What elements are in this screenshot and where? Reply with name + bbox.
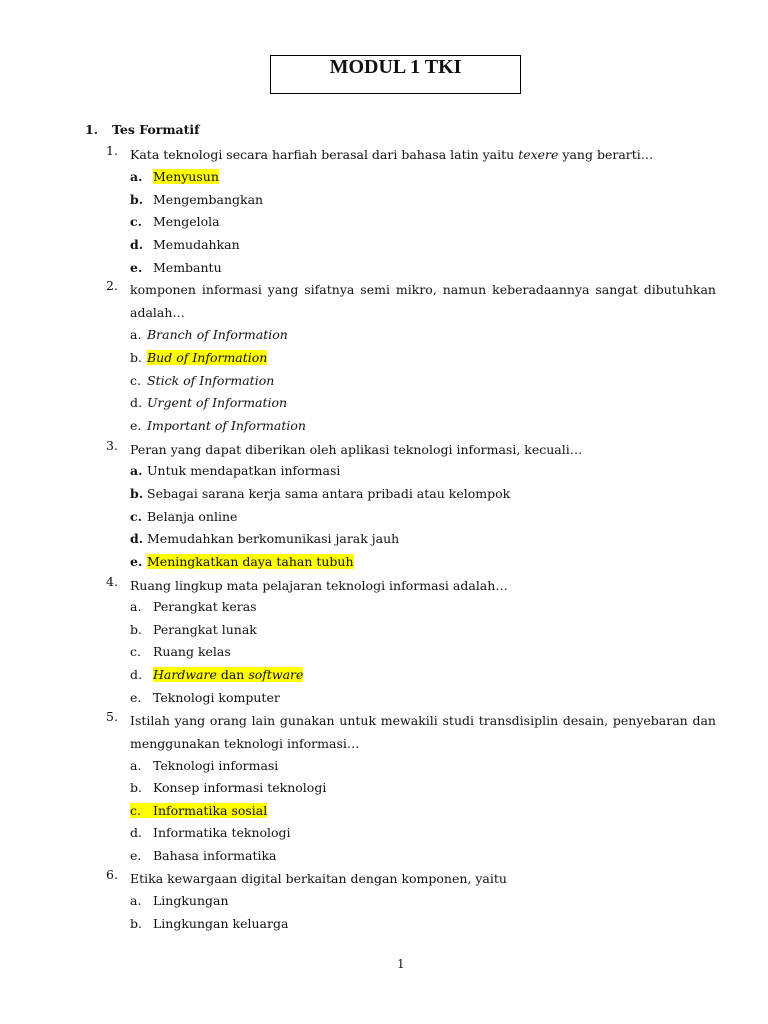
question-text-line1: Istilah yang orang lain gunakan untuk mewakili studi transdisiplin desain, penyebaran dan: [130, 713, 716, 728]
option-2c: c. Stick of Information: [130, 373, 275, 388]
question-3: [106, 438, 716, 461]
question-text-line1: komponen informasi yang sifatnya semi mikro, namun keberadaannya sangat dibutuhkan: [130, 282, 716, 297]
option-2d: d. Urgent of Information: [130, 395, 288, 410]
section-heading: [85, 122, 200, 137]
question-text: Ruang lingkup mata pelajaran teknologi informasi adalah…: [130, 578, 508, 593]
title-box: [270, 55, 521, 94]
question-number: 2.: [106, 278, 118, 293]
option-4b: b. Perangkat lunak: [130, 622, 257, 637]
option-5d: d. Informatika teknologi: [130, 825, 291, 840]
question-text: Peran yang dapat diberikan oleh aplikasi teknologi informasi, kecuali…: [130, 442, 583, 457]
option-5a: a. Teknologi informasi: [130, 758, 279, 773]
option-3a: a. Untuk mendapatkan informasi: [130, 463, 341, 478]
question-1: [106, 143, 716, 166]
option-4d: d. Hardware dan software: [130, 667, 304, 682]
option-1e: e. Membantu: [130, 260, 222, 275]
section-number: 1.: [85, 122, 99, 137]
option-3c: c. Belanja online: [130, 509, 238, 524]
option-2e: e. Important of Information: [130, 418, 306, 433]
option-1b: b. Mengembangkan: [130, 192, 264, 207]
question-2: [106, 278, 716, 324]
question-number: 6.: [106, 867, 118, 882]
question-text: Kata teknologi secara harfiah berasal dari bahasa latin yaitu texere yang berarti…: [130, 147, 654, 162]
question-text-line2: menggunakan teknologi informasi…: [130, 736, 360, 751]
option-6a: a. Lingkungan: [130, 893, 229, 908]
question-5: [106, 709, 716, 755]
option-4e: e. Teknologi komputer: [130, 690, 280, 705]
option-3b: b. Sebagai sarana kerja sama antara pribadi atau kelompok: [130, 486, 511, 501]
answer-highlight: c. Informatika sosial: [130, 803, 268, 818]
answer-highlight: Meningkatkan daya tahan tubuh: [147, 554, 354, 569]
section-title: Tes Formatif: [112, 122, 200, 137]
option-5e: e. Bahasa informatika: [130, 848, 277, 863]
question-number: 4.: [106, 574, 118, 589]
option-1c: c. Mengelola: [130, 214, 220, 229]
option-4c: c. Ruang kelas: [130, 644, 231, 659]
option-3e: e. Meningkatkan daya tahan tubuh: [130, 554, 354, 569]
option-2a: a. Branch of Information: [130, 327, 288, 342]
page-number: 1: [397, 957, 405, 971]
question-number: 1.: [106, 143, 118, 158]
answer-highlight: Bud of Information: [147, 350, 268, 365]
question-4: [106, 574, 716, 597]
question-number: 3.: [106, 438, 118, 453]
question-number: 5.: [106, 709, 118, 724]
option-5b: b. Konsep informasi teknologi: [130, 780, 327, 795]
option-5c: [130, 802, 267, 820]
option-3d: d. Memudahkan berkomunikasi jarak jauh: [130, 531, 400, 546]
page-title: MODUL 1 TKI: [329, 56, 462, 78]
option-1d: d. Memudahkan: [130, 237, 240, 252]
option-6b: b. Lingkungan keluarga: [130, 916, 289, 931]
option-4a: a. Perangkat keras: [130, 599, 257, 614]
answer-highlight: Menyusun: [153, 169, 219, 184]
question-text: Etika kewargaan digital berkaitan dengan komponen, yaitu: [130, 871, 507, 886]
option-1a: a. Menyusun: [130, 169, 219, 184]
option-2b: b. Bud of Information: [130, 350, 268, 365]
question-6: [106, 867, 716, 890]
question-text-line2: adalah…: [130, 305, 185, 320]
answer-highlight: Hardware dan software: [153, 667, 304, 682]
